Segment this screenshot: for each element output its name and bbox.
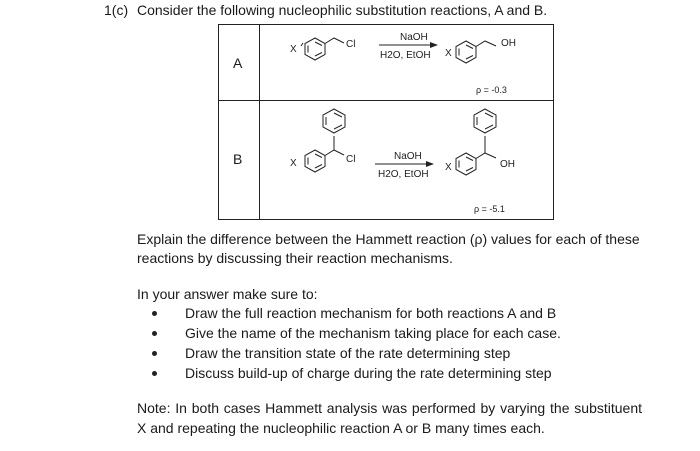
question-intro: Consider the following nucleophilic substitution reactions, A and B. <box>137 2 548 18</box>
bullet-icon <box>152 311 157 316</box>
list-item <box>148 343 561 363</box>
bullet-icon <box>152 351 157 356</box>
reaction-b-leaving-group: Cl <box>346 154 356 165</box>
reaction-a-reactant <box>301 38 344 60</box>
list-item <box>148 303 561 323</box>
reaction-b-reactant <box>305 109 345 172</box>
instruction-text: Draw the transition state of the rate determining step <box>185 345 511 361</box>
reaction-b-product-group: OH <box>500 159 515 170</box>
note-paragraph: Note: In both cases Hammett analysis was performed by varying the substituent X and repeating the nucleophilic reaction A or B many times each. <box>137 400 642 436</box>
instruction-text: Give the name of the mechanism taking place for each case. <box>185 325 561 341</box>
reaction-b-reagent-bottom: H2O, EtOH <box>378 169 429 180</box>
reaction-a-reagent-bottom: H2O, EtOH <box>380 50 431 61</box>
reaction-b-product-substituent: X <box>445 162 452 173</box>
reaction-a-reagent-top: NaOH <box>400 32 428 43</box>
reaction-scheme-drawing <box>219 25 555 221</box>
reaction-a-product-substituent: X <box>445 48 452 59</box>
reaction-b-substituent: X <box>290 158 297 169</box>
instruction-text: Draw the full reaction mechanism for both reactions A and B <box>185 305 557 321</box>
reaction-a-substituent: X <box>290 44 297 55</box>
reaction-b-rho: ρ = -5.1 <box>474 204 505 214</box>
reaction-b-product <box>456 109 496 175</box>
instructions-list <box>148 303 561 383</box>
reaction-b-label: B <box>233 151 243 167</box>
instructions-title: In your answer make sure to: <box>137 286 318 302</box>
reaction-a-rho: ρ = -0.3 <box>476 85 507 95</box>
reaction-b-reagent-top: NaOH <box>394 151 422 162</box>
bullet-icon <box>152 371 157 376</box>
reaction-a-label: A <box>233 55 243 71</box>
reaction-scheme-table <box>218 24 554 220</box>
list-item <box>148 323 561 343</box>
explain-paragraph: Explain the difference between the Hammett reaction (ρ) values for each of these reactions by discussing their reaction mechanisms. <box>137 231 640 266</box>
instruction-text: Discuss build-up of charge during the rate determining step <box>185 365 552 381</box>
bullet-icon <box>152 331 157 336</box>
reaction-a-leaving-group: Cl <box>346 39 356 50</box>
list-item <box>148 363 561 383</box>
question-number: 1(c) <box>104 2 129 18</box>
reaction-a-product <box>456 41 496 63</box>
reaction-a-product-group: OH <box>501 38 516 49</box>
